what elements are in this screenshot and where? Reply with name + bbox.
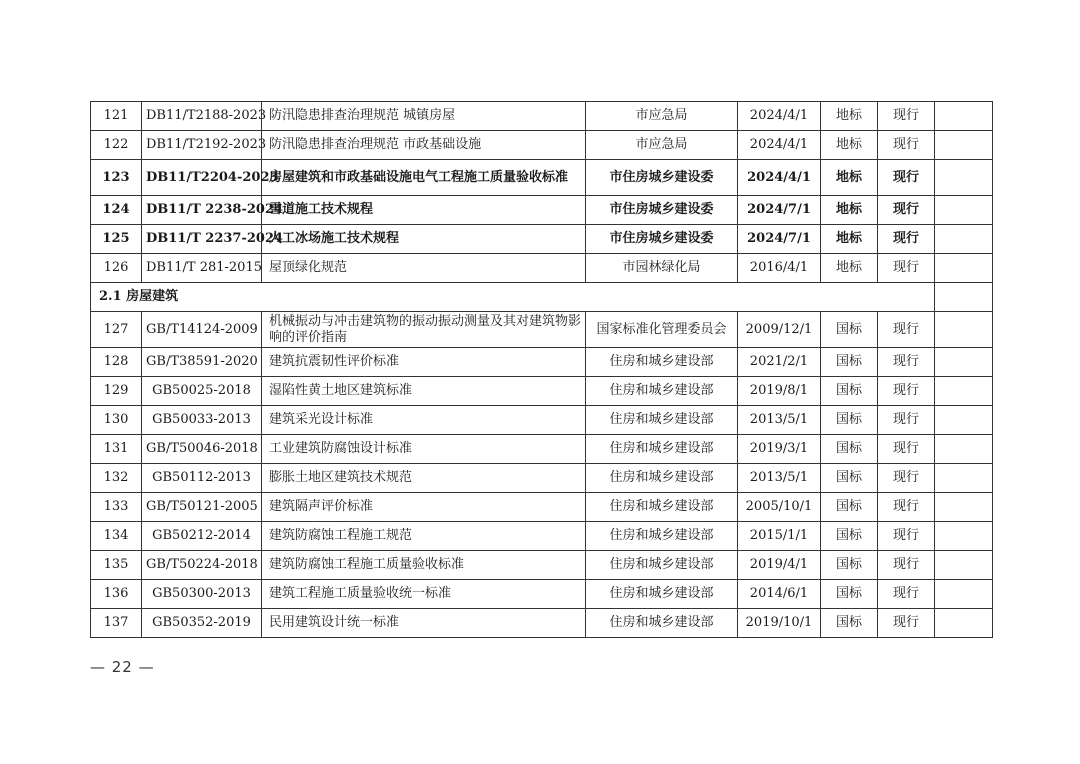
department-cell: 住房和城乡建设部 bbox=[586, 464, 738, 493]
standard-code-cell: GB/T50224-2018 bbox=[142, 551, 262, 580]
table-section bbox=[91, 283, 993, 312]
standard-name-cell: 屋顶绿化规范 bbox=[262, 254, 586, 283]
standard-code-cell: GB/T14124-2009 bbox=[142, 312, 262, 348]
standard-level-cell: 国标 bbox=[821, 348, 878, 377]
row-number-cell: 133 bbox=[91, 493, 142, 522]
department-cell: 市应急局 bbox=[586, 131, 738, 160]
note-cell bbox=[935, 522, 993, 551]
row-number-cell: 131 bbox=[91, 435, 142, 464]
standard-level-cell: 地标 bbox=[821, 225, 878, 254]
effective-date-cell: 2015/1/1 bbox=[738, 522, 821, 551]
standard-level-cell: 地标 bbox=[821, 196, 878, 225]
standard-name-cell: 湿陷性黄土地区建筑标准 bbox=[262, 377, 586, 406]
department-cell: 国家标准化管理委员会 bbox=[586, 312, 738, 348]
department-cell: 住房和城乡建设部 bbox=[586, 580, 738, 609]
standard-name-cell: 防汛隐患排查治理规范 城镇房屋 bbox=[262, 102, 586, 131]
row-number-cell: 136 bbox=[91, 580, 142, 609]
row-number-cell: 123 bbox=[91, 160, 142, 196]
standards-table bbox=[90, 101, 993, 638]
department-cell: 住房和城乡建设部 bbox=[586, 435, 738, 464]
department-cell: 住房和城乡建设部 bbox=[586, 348, 738, 377]
standard-code-cell: GB50112-2013 bbox=[142, 464, 262, 493]
standard-code-cell: GB/T50046-2018 bbox=[142, 435, 262, 464]
note-cell bbox=[935, 609, 993, 638]
standard-level-cell: 国标 bbox=[821, 464, 878, 493]
standard-code-cell: DB11/T 2237-2024 bbox=[142, 225, 262, 254]
note-cell bbox=[935, 406, 993, 435]
standard-level-cell: 国标 bbox=[821, 377, 878, 406]
standard-name-cell: 人工冰场施工技术规程 bbox=[262, 225, 586, 254]
note-cell bbox=[935, 102, 993, 131]
standard-level-cell: 国标 bbox=[821, 609, 878, 638]
effective-date-cell: 2013/5/1 bbox=[738, 464, 821, 493]
standard-level-cell: 国标 bbox=[821, 406, 878, 435]
table-row bbox=[91, 406, 993, 435]
effective-date-cell: 2024/4/1 bbox=[738, 131, 821, 160]
standard-level-cell: 国标 bbox=[821, 493, 878, 522]
effective-date-cell: 2019/10/1 bbox=[738, 609, 821, 638]
standard-name-cell: 建筑防腐蚀工程施工规范 bbox=[262, 522, 586, 551]
department-cell: 市住房城乡建设委 bbox=[586, 160, 738, 196]
table-row bbox=[91, 131, 993, 160]
standard-code-cell: DB11/T2188-2023 bbox=[142, 102, 262, 131]
status-cell: 现行 bbox=[878, 348, 935, 377]
effective-date-cell: 2024/7/1 bbox=[738, 196, 821, 225]
note-cell bbox=[935, 580, 993, 609]
table-row bbox=[91, 493, 993, 522]
note-cell bbox=[935, 254, 993, 283]
standard-name-cell: 民用建筑设计统一标准 bbox=[262, 609, 586, 638]
note-cell bbox=[935, 196, 993, 225]
table-row bbox=[91, 551, 993, 580]
table-row bbox=[91, 522, 993, 551]
effective-date-cell: 2009/12/1 bbox=[738, 312, 821, 348]
department-cell: 市园林绿化局 bbox=[586, 254, 738, 283]
note-cell bbox=[935, 493, 993, 522]
note-cell bbox=[935, 551, 993, 580]
status-cell: 现行 bbox=[878, 225, 935, 254]
row-number-cell: 125 bbox=[91, 225, 142, 254]
status-cell: 现行 bbox=[878, 406, 935, 435]
row-number-cell: 126 bbox=[91, 254, 142, 283]
standard-level-cell: 国标 bbox=[821, 312, 878, 348]
status-cell: 现行 bbox=[878, 435, 935, 464]
note-cell bbox=[935, 312, 993, 348]
table-row bbox=[91, 254, 993, 283]
standard-name-cell: 机械振动与冲击建筑物的振动振动测量及其对建筑物影响的评价指南 bbox=[262, 312, 586, 348]
status-cell: 现行 bbox=[878, 102, 935, 131]
department-cell: 住房和城乡建设部 bbox=[586, 522, 738, 551]
status-cell: 现行 bbox=[878, 522, 935, 551]
effective-date-cell: 2014/6/1 bbox=[738, 580, 821, 609]
status-cell: 现行 bbox=[878, 493, 935, 522]
effective-date-cell: 2016/4/1 bbox=[738, 254, 821, 283]
standard-name-cell: 工业建筑防腐蚀设计标准 bbox=[262, 435, 586, 464]
standard-name-cell: 建筑防腐蚀工程施工质量验收标准 bbox=[262, 551, 586, 580]
standard-code-cell: GB/T38591-2020 bbox=[142, 348, 262, 377]
page-number: — 22 — bbox=[90, 658, 155, 676]
row-number-cell: 135 bbox=[91, 551, 142, 580]
standard-code-cell: DB11/T2192-2023 bbox=[142, 131, 262, 160]
table-body-top bbox=[91, 102, 993, 283]
table-row bbox=[91, 377, 993, 406]
table-row bbox=[91, 609, 993, 638]
row-number-cell: 121 bbox=[91, 102, 142, 131]
standard-level-cell: 国标 bbox=[821, 580, 878, 609]
effective-date-cell: 2021/2/1 bbox=[738, 348, 821, 377]
department-cell: 市应急局 bbox=[586, 102, 738, 131]
table-row bbox=[91, 464, 993, 493]
status-cell: 现行 bbox=[878, 196, 935, 225]
table-row bbox=[91, 348, 993, 377]
row-number-cell: 122 bbox=[91, 131, 142, 160]
table-row bbox=[91, 196, 993, 225]
department-cell: 住房和城乡建设部 bbox=[586, 551, 738, 580]
effective-date-cell: 2024/4/1 bbox=[738, 102, 821, 131]
standard-code-cell: DB11/T2204-2023 bbox=[142, 160, 262, 196]
standard-code-cell: DB11/T 281-2015 bbox=[142, 254, 262, 283]
table-row bbox=[91, 312, 993, 348]
standard-level-cell: 地标 bbox=[821, 254, 878, 283]
row-number-cell: 130 bbox=[91, 406, 142, 435]
status-cell: 现行 bbox=[878, 312, 935, 348]
table-row bbox=[91, 160, 993, 196]
standard-code-cell: GB50352-2019 bbox=[142, 609, 262, 638]
standard-code-cell: GB50300-2013 bbox=[142, 580, 262, 609]
standard-level-cell: 地标 bbox=[821, 160, 878, 196]
effective-date-cell: 2019/3/1 bbox=[738, 435, 821, 464]
note-cell bbox=[935, 377, 993, 406]
section-note-cell bbox=[935, 283, 993, 312]
table-body-bottom bbox=[91, 312, 993, 638]
standard-code-cell: DB11/T 2238-2024 bbox=[142, 196, 262, 225]
effective-date-cell: 2013/5/1 bbox=[738, 406, 821, 435]
standard-code-cell: GB50212-2014 bbox=[142, 522, 262, 551]
note-cell bbox=[935, 348, 993, 377]
row-number-cell: 134 bbox=[91, 522, 142, 551]
standard-name-cell: 房屋建筑和市政基础设施电气工程施工质量验收标准 bbox=[262, 160, 586, 196]
standard-name-cell: 防汛隐患排查治理规范 市政基础设施 bbox=[262, 131, 586, 160]
note-cell bbox=[935, 435, 993, 464]
status-cell: 现行 bbox=[878, 377, 935, 406]
table-row bbox=[91, 580, 993, 609]
standard-level-cell: 国标 bbox=[821, 522, 878, 551]
status-cell: 现行 bbox=[878, 131, 935, 160]
standard-name-cell: 雪道施工技术规程 bbox=[262, 196, 586, 225]
status-cell: 现行 bbox=[878, 254, 935, 283]
department-cell: 住房和城乡建设部 bbox=[586, 406, 738, 435]
effective-date-cell: 2019/4/1 bbox=[738, 551, 821, 580]
department-cell: 住房和城乡建设部 bbox=[586, 609, 738, 638]
section-title: 2.1 房屋建筑 bbox=[91, 283, 935, 312]
status-cell: 现行 bbox=[878, 551, 935, 580]
status-cell: 现行 bbox=[878, 580, 935, 609]
table-row bbox=[91, 225, 993, 254]
standard-level-cell: 国标 bbox=[821, 435, 878, 464]
standard-name-cell: 膨胀土地区建筑技术规范 bbox=[262, 464, 586, 493]
department-cell: 住房和城乡建设部 bbox=[586, 493, 738, 522]
status-cell: 现行 bbox=[878, 609, 935, 638]
standard-code-cell: GB50033-2013 bbox=[142, 406, 262, 435]
row-number-cell: 124 bbox=[91, 196, 142, 225]
standard-code-cell: GB/T50121-2005 bbox=[142, 493, 262, 522]
department-cell: 市住房城乡建设委 bbox=[586, 196, 738, 225]
standard-name-cell: 建筑采光设计标准 bbox=[262, 406, 586, 435]
standard-level-cell: 地标 bbox=[821, 131, 878, 160]
row-number-cell: 127 bbox=[91, 312, 142, 348]
row-number-cell: 137 bbox=[91, 609, 142, 638]
department-cell: 市住房城乡建设委 bbox=[586, 225, 738, 254]
standard-level-cell: 地标 bbox=[821, 102, 878, 131]
standard-code-cell: GB50025-2018 bbox=[142, 377, 262, 406]
effective-date-cell: 2005/10/1 bbox=[738, 493, 821, 522]
note-cell bbox=[935, 464, 993, 493]
standard-level-cell: 国标 bbox=[821, 551, 878, 580]
table-row bbox=[91, 102, 993, 131]
table-row bbox=[91, 435, 993, 464]
status-cell: 现行 bbox=[878, 464, 935, 493]
effective-date-cell: 2024/7/1 bbox=[738, 225, 821, 254]
standard-name-cell: 建筑隔声评价标准 bbox=[262, 493, 586, 522]
status-cell: 现行 bbox=[878, 160, 935, 196]
department-cell: 住房和城乡建设部 bbox=[586, 377, 738, 406]
row-number-cell: 128 bbox=[91, 348, 142, 377]
note-cell bbox=[935, 131, 993, 160]
note-cell bbox=[935, 160, 993, 196]
section-header-row bbox=[91, 283, 993, 312]
row-number-cell: 132 bbox=[91, 464, 142, 493]
standard-name-cell: 建筑抗震韧性评价标准 bbox=[262, 348, 586, 377]
note-cell bbox=[935, 225, 993, 254]
standard-name-cell: 建筑工程施工质量验收统一标准 bbox=[262, 580, 586, 609]
effective-date-cell: 2024/4/1 bbox=[738, 160, 821, 196]
row-number-cell: 129 bbox=[91, 377, 142, 406]
effective-date-cell: 2019/8/1 bbox=[738, 377, 821, 406]
